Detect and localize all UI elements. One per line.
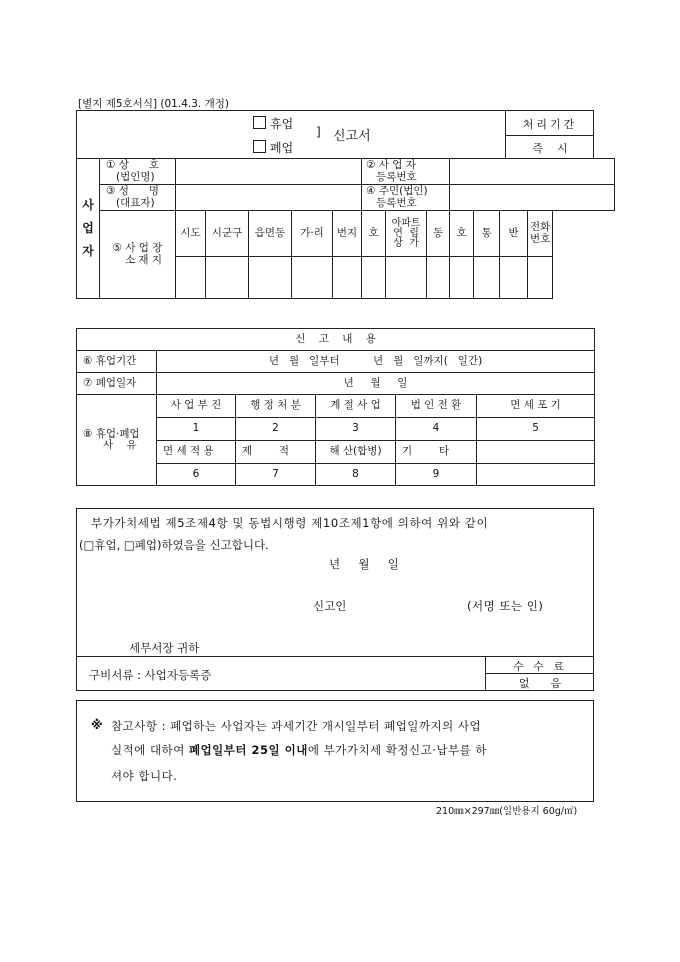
closure-title: 휴업: [270, 117, 294, 131]
reason-code: 5: [477, 418, 595, 441]
note-marker: ※: [91, 718, 103, 732]
closure-period-input[interactable]: 년 월 일부터 년 월 일까지( 일간): [157, 351, 595, 373]
note-text-1: 참고사항 : 폐업하는 사업자는 과세기간 개시일부터 폐업일까지의 사업: [111, 719, 482, 733]
note-text-2: 실적에 대하여 폐업일부터 25일 이내에 부가가치세 확정신고·납부를 하: [111, 743, 488, 757]
reason-code: 9: [396, 464, 477, 486]
reason-removal[interactable]: 제 적: [236, 441, 316, 464]
addr-col-tong: 통: [474, 211, 500, 257]
closure-checkbox[interactable]: [253, 116, 266, 129]
addr-col-apartment: 아파트 연 립 상 가: [386, 211, 427, 257]
declaration-date: 년 월 일: [329, 557, 399, 571]
signature-field[interactable]: (서명 또는 인): [467, 599, 544, 613]
required-documents: 구비서류 : 사업자등록증: [89, 668, 212, 682]
closure-date-input[interactable]: 년 월 일: [157, 373, 595, 395]
fee-value: 없 음: [518, 677, 562, 690]
reason-code: 1: [157, 418, 236, 441]
reporter-label: 신고인: [313, 599, 347, 613]
closure-period-label: ⑥ 휴업기간: [77, 351, 157, 373]
addr-col-sido: 시도: [176, 211, 206, 257]
reason-business-slump[interactable]: 사 업 부 진: [157, 395, 236, 418]
closure-checkbox-line: [253, 115, 293, 132]
addr-input-phone[interactable]: [528, 257, 553, 299]
business-operator-side-label: 사 업 자: [77, 159, 100, 299]
reason-empty: [477, 441, 595, 464]
addr-col-dong: 동: [427, 211, 450, 257]
form-number-label: [별지 제5호서식] (01.4.3. 개정): [78, 98, 229, 110]
addr-col-sigungu: 시군구: [206, 211, 249, 257]
addr-input-apartment[interactable]: [386, 257, 427, 299]
addr-col-phone: 전화번호: [528, 211, 553, 257]
note-text-3: 셔야 합니다.: [111, 769, 178, 783]
representative-input[interactable]: [176, 185, 362, 211]
closure-date-label: ⑦ 폐업일자: [77, 373, 157, 395]
addr-input-eupmyeondong[interactable]: [249, 257, 292, 299]
report-content-table: [76, 328, 595, 486]
note-deadline-emphasis: 폐업일부터 25일 이내: [188, 743, 308, 757]
business-info-table: [76, 158, 615, 299]
declaration-text-1: 부가가치세법 제5조제4항 및 동법시행령 제10조제1항에 의하여 위와 같이: [91, 516, 489, 530]
addr-input-tong[interactable]: [474, 257, 500, 299]
addr-input-gari[interactable]: [292, 257, 333, 299]
trade-name-label: ① 상 호 (법인명): [100, 159, 176, 185]
reason-code: 8: [316, 464, 396, 486]
form-title-box: [76, 110, 594, 159]
close-checkbox-line: [253, 139, 293, 156]
reason-admin-action[interactable]: 행 정 처 분: [236, 395, 316, 418]
reason-seasonal[interactable]: 계 절 사 업: [316, 395, 396, 418]
reason-tax-exempt-waiver[interactable]: 면 세 포 기: [477, 395, 595, 418]
reason-code: 7: [236, 464, 316, 486]
processing-period-value: 즉 시: [532, 142, 568, 155]
addr-col-gari: 가·리: [292, 211, 333, 257]
resident-number-label: ④ 주민(법인) 등록번호: [362, 185, 450, 211]
reference-note-box: [76, 700, 594, 802]
reason-code: 3: [316, 418, 396, 441]
reason-other[interactable]: 기 타: [396, 441, 477, 464]
addr-input-sido[interactable]: [176, 257, 206, 299]
addr-input-dong[interactable]: [427, 257, 450, 299]
addr-input-sigungu[interactable]: [206, 257, 249, 299]
report-title: 신고서: [333, 129, 371, 144]
title-bracket: ]: [316, 125, 321, 139]
tax-office-addressee: 세무서장 귀하: [129, 641, 200, 655]
closure-reason-label: ⑧ 휴업·폐업 사 유: [77, 395, 157, 486]
addr-input-ho[interactable]: [362, 257, 386, 299]
biz-reg-number-label: ② 사 업 자 등록번호: [362, 159, 450, 185]
reason-dissolution[interactable]: 해 산(합병): [316, 441, 396, 464]
addr-input-ban[interactable]: [500, 257, 528, 299]
reason-tax-exempt[interactable]: 면 세 적 용: [157, 441, 236, 464]
reason-code: 2: [236, 418, 316, 441]
report-content-heading: 신 고 내 용: [77, 329, 595, 351]
representative-label: ③ 성 명 (대표자): [100, 185, 176, 211]
reason-code: [477, 464, 595, 486]
processing-period-label: 처리기간: [522, 118, 578, 131]
addr-input-beonji[interactable]: [333, 257, 362, 299]
resident-number-input[interactable]: [450, 185, 615, 211]
business-location-label: ⑤ 사 업 장 소 재 지: [100, 211, 176, 299]
close-checkbox[interactable]: [253, 140, 266, 153]
reason-corp-conversion[interactable]: 법 인 전 환: [396, 395, 477, 418]
addr-col-ho2: 호: [450, 211, 474, 257]
addr-col-ban: 반: [500, 211, 528, 257]
fee-label: 수 수 료: [513, 660, 567, 673]
addr-col-eupmyeondong: 읍면동: [249, 211, 292, 257]
declaration-text-2: (□휴업, □폐업)하였음을 신고합니다.: [79, 538, 269, 552]
trade-name-input[interactable]: [176, 159, 362, 185]
addr-col-ho: 호: [362, 211, 386, 257]
declaration-box: [76, 508, 594, 691]
addr-col-beonji: 번지: [333, 211, 362, 257]
paper-size-footer: 210㎜×297㎜(일반용지 60g/㎡): [436, 806, 578, 817]
addr-input-ho2[interactable]: [450, 257, 474, 299]
close-title: 폐업: [270, 141, 294, 155]
reason-code: 4: [396, 418, 477, 441]
reason-code: 6: [157, 464, 236, 486]
biz-reg-number-input[interactable]: [450, 159, 615, 185]
